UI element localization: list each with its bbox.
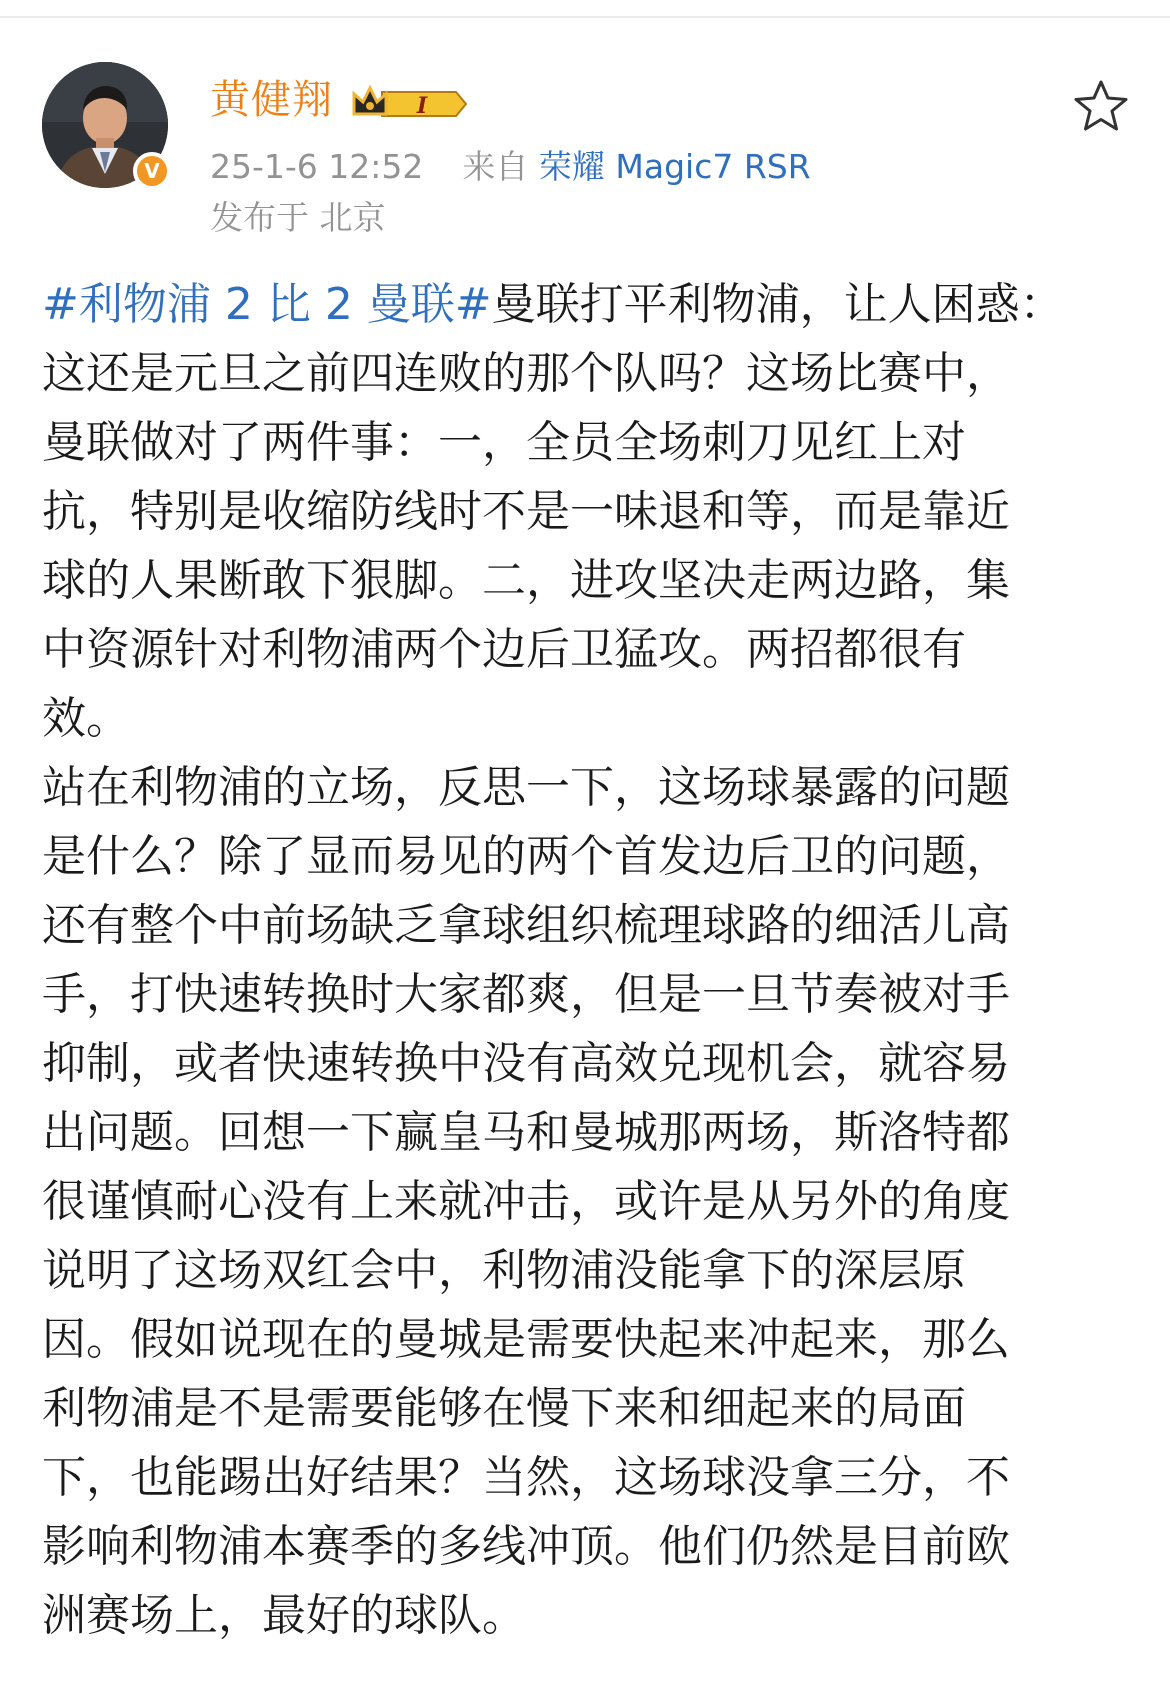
post-text: 抑制，或者快速转换中没有高效兑现机会，就容易 bbox=[42, 1038, 1010, 1089]
post-location: 发布于 北京 bbox=[210, 198, 386, 237]
device-link[interactable]: 荣耀 Magic7 RSR bbox=[538, 147, 811, 186]
post-line-1 bbox=[42, 270, 1132, 339]
post-text: 手，打快速转换时大家都爽，但是一旦节奏被对手 bbox=[42, 969, 1010, 1020]
vip-crown-badge[interactable] bbox=[352, 84, 472, 124]
verified-badge bbox=[133, 152, 171, 190]
post-text: 利物浦是不是需要能够在慢下来和细起来的局面 bbox=[42, 1383, 966, 1434]
post-text: 影响利物浦本赛季的多线冲顶。他们仍然是目前欧 bbox=[42, 1521, 1010, 1572]
post-text: 还有整个中前场缺乏拿球组织梳理球路的细活儿高 bbox=[42, 900, 1010, 951]
post-text: 曼联做对了两件事：一，全员全场刺刀见红上对 bbox=[42, 417, 966, 468]
post-text: 球的人果断敢下狠脚。二，进攻坚决走两边路，集 bbox=[42, 555, 1010, 606]
username-link[interactable]: 黄健翔 bbox=[210, 77, 333, 123]
post-text: 说明了这场双红会中，利物浦没能拿下的深层原 bbox=[42, 1245, 966, 1296]
vip-level: I bbox=[416, 93, 428, 119]
post-header bbox=[0, 0, 1170, 250]
post-text: 中资源针对利物浦两个边后卫猛攻。两招都很有 bbox=[42, 624, 966, 675]
post-text: 洲赛场上，最好的球队。 bbox=[42, 1590, 526, 1641]
post-text: 效。 bbox=[42, 693, 130, 744]
source-prefix: 来自 bbox=[462, 147, 529, 186]
verified-mark: V bbox=[144, 159, 160, 183]
post-text: 出问题。回想一下赢皇马和曼城那两场，斯洛特都 bbox=[42, 1107, 1010, 1158]
post-meta-line bbox=[210, 145, 811, 189]
post-text: 很谨慎耐心没有上来就冲击，或许是从另外的角度 bbox=[42, 1176, 1010, 1227]
favorite-star-icon[interactable] bbox=[1072, 78, 1130, 134]
post-text: 下，也能踢出好结果？当然，这场球没拿三分，不 bbox=[42, 1452, 1010, 1503]
post-timestamp: 25-1-6 12:52 bbox=[210, 147, 424, 186]
post-text: 站在利物浦的立场，反思一下，这场球暴露的问题 bbox=[42, 762, 1010, 813]
post-text: 是什么？除了显而易见的两个首发边后卫的问题， bbox=[42, 831, 1010, 882]
post-text: 曼联打平利物浦，让人困惑： bbox=[491, 279, 1064, 330]
topic-hashtag-link[interactable]: #利物浦 2 比 2 曼联# bbox=[42, 279, 492, 330]
post-body bbox=[42, 270, 1132, 1650]
post-text: 因。假如说现在的曼城是需要快起来冲起来，那么 bbox=[42, 1314, 1010, 1365]
post-text: 这还是元旦之前四连败的那个队吗？这场比赛中， bbox=[42, 348, 1010, 399]
post-text: 抗，特别是收缩防线时不是一味退和等，而是靠近 bbox=[42, 486, 1010, 537]
